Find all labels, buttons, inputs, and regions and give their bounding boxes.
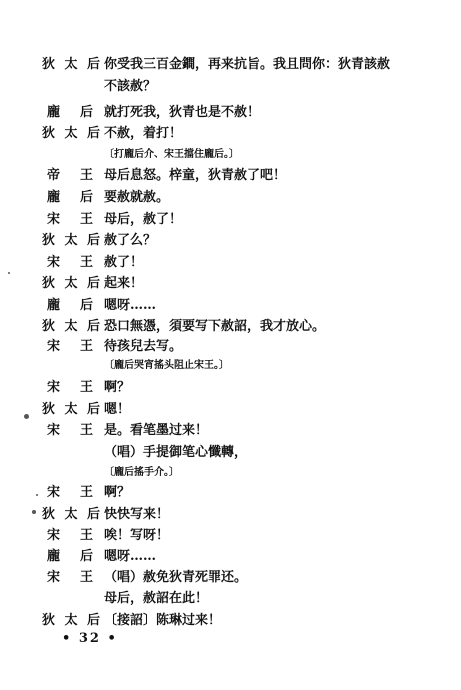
speaker-char: 龐 bbox=[47, 298, 61, 313]
speaker-char: 王 bbox=[79, 168, 93, 183]
dialogue-text: 快快写来！ bbox=[104, 507, 170, 522]
speaker-label bbox=[47, 296, 93, 316]
dialogue-text: 嗯呀…… bbox=[104, 298, 157, 313]
dialogue-text: 唉！写呀！ bbox=[104, 528, 170, 543]
speaker-char: 后 bbox=[86, 402, 100, 417]
speaker-char: 宋 bbox=[47, 570, 61, 585]
speaker-label bbox=[47, 103, 93, 123]
dialogue-text: （唱）赦免狄青死罪还。 bbox=[104, 570, 248, 585]
page-number: • 32 • bbox=[62, 631, 118, 646]
dialogue-text: （唱）手提御笔心懺轉， bbox=[104, 445, 248, 460]
speaker-char: 宋 bbox=[47, 528, 61, 543]
speaker-char: 后 bbox=[79, 190, 93, 205]
speaker-char: 后 bbox=[86, 276, 100, 291]
dialogue-text: 要赦就赦。 bbox=[104, 190, 170, 205]
speaker-char: 太 bbox=[64, 507, 78, 522]
speaker-label bbox=[47, 188, 93, 208]
speaker-char: 宋 bbox=[47, 339, 61, 354]
speaker-char: 狄 bbox=[42, 233, 56, 248]
speaker-char: 后 bbox=[86, 126, 100, 141]
speaker-char: 王 bbox=[79, 528, 93, 543]
speaker-char: 后 bbox=[79, 298, 93, 313]
print-speck bbox=[32, 510, 36, 514]
dialogue-text: 就打死我，狄青也是不赦！ bbox=[104, 105, 261, 120]
speaker-char: 太 bbox=[64, 57, 78, 72]
speaker-label bbox=[47, 253, 93, 273]
speaker-char: 王 bbox=[79, 212, 93, 227]
speaker-char: 宋 bbox=[47, 255, 61, 270]
speaker-char: 王 bbox=[79, 380, 93, 395]
speaker-char: 宋 bbox=[47, 380, 61, 395]
speaker-label bbox=[42, 400, 100, 420]
speaker-char: 后 bbox=[86, 319, 100, 334]
print-speck bbox=[8, 272, 10, 274]
stage-direction-text: 〔龐后搖手介。〕 bbox=[104, 467, 179, 478]
dialogue-text: 赦了么？ bbox=[104, 233, 157, 248]
dialogue-text: 恐口無憑，須要写下赦詔，我才放心。 bbox=[104, 319, 326, 334]
dialogue-text: 母后，赦了！ bbox=[104, 212, 183, 227]
dialogue-text: 你受我三百金鐧，再来抗旨。我且問你：狄青該赦 bbox=[104, 57, 391, 72]
speaker-char: 帝 bbox=[47, 168, 61, 183]
dialogue-text: 是。看笔墨过来！ bbox=[104, 423, 209, 438]
dialogue-text: 嗯呀…… bbox=[104, 549, 157, 564]
speaker-label bbox=[47, 421, 93, 441]
speaker-char: 狄 bbox=[42, 276, 56, 291]
dialogue-text: 啊？ bbox=[104, 380, 131, 395]
speaker-char: 宋 bbox=[47, 485, 61, 500]
speaker-label bbox=[42, 124, 100, 144]
dialogue-text: 不該赦？ bbox=[104, 79, 157, 94]
dialogue-text: 〔接詔〕陈琳过来！ bbox=[104, 613, 222, 628]
speaker-label bbox=[42, 231, 100, 251]
speaker-char: 王 bbox=[79, 339, 93, 354]
speaker-char: 狄 bbox=[42, 57, 56, 72]
speaker-char: 王 bbox=[79, 255, 93, 270]
speaker-label bbox=[42, 611, 100, 631]
speaker-char: 太 bbox=[64, 402, 78, 417]
speaker-char: 后 bbox=[86, 507, 100, 522]
speaker-char: 太 bbox=[64, 126, 78, 141]
speaker-char: 狄 bbox=[42, 319, 56, 334]
stage-direction-text: 〔打龐后介、宋王擋住龐后。〕 bbox=[104, 149, 239, 160]
speaker-char: 王 bbox=[79, 570, 93, 585]
speaker-label bbox=[47, 166, 93, 186]
speaker-label bbox=[47, 337, 93, 357]
print-speck bbox=[24, 414, 29, 419]
speaker-char: 太 bbox=[64, 319, 78, 334]
speaker-label bbox=[47, 210, 93, 230]
speaker-char: 后 bbox=[86, 233, 100, 248]
speaker-label bbox=[42, 55, 100, 75]
dialogue-text: 待孩兒去写。 bbox=[104, 339, 183, 354]
speaker-char: 后 bbox=[86, 57, 100, 72]
speaker-char: 狄 bbox=[42, 507, 56, 522]
speaker-label bbox=[42, 505, 100, 525]
speaker-label bbox=[47, 483, 93, 503]
dialogue-text: 母后息怒。梓童，狄青赦了吧！ bbox=[104, 168, 287, 183]
speaker-char: 宋 bbox=[47, 212, 61, 227]
dialogue-text: 啊？ bbox=[104, 485, 131, 500]
speaker-label bbox=[47, 547, 93, 567]
print-speck bbox=[36, 494, 38, 496]
speaker-label bbox=[42, 317, 100, 337]
dialogue-text: 起来！ bbox=[104, 276, 144, 291]
speaker-char: 后 bbox=[86, 613, 100, 628]
speaker-label bbox=[47, 568, 93, 588]
speaker-char: 太 bbox=[64, 233, 78, 248]
speaker-char: 狄 bbox=[42, 402, 56, 417]
dialogue-text: 不赦，着打！ bbox=[104, 126, 183, 141]
speaker-label bbox=[47, 378, 93, 398]
dialogue-text: 赦了！ bbox=[104, 255, 144, 270]
dialogue-text: 母后，赦詔在此！ bbox=[104, 591, 209, 606]
speaker-char: 狄 bbox=[42, 126, 56, 141]
speaker-char: 龐 bbox=[47, 190, 61, 205]
speaker-char: 后 bbox=[79, 105, 93, 120]
speaker-char: 狄 bbox=[42, 613, 56, 628]
speaker-char: 王 bbox=[79, 423, 93, 438]
dialogue-text: 嗯！ bbox=[104, 402, 131, 417]
speaker-char: 宋 bbox=[47, 423, 61, 438]
speaker-char: 太 bbox=[64, 276, 78, 291]
speaker-label bbox=[47, 526, 93, 546]
stage-direction-text: 〔龐后哭宵搖头阻止宋王。〕 bbox=[104, 360, 229, 371]
speaker-char: 太 bbox=[64, 613, 78, 628]
speaker-label bbox=[42, 274, 100, 294]
speaker-char: 龐 bbox=[47, 105, 61, 120]
speaker-char: 王 bbox=[79, 485, 93, 500]
speaker-char: 后 bbox=[79, 549, 93, 564]
speaker-char: 龐 bbox=[47, 549, 61, 564]
